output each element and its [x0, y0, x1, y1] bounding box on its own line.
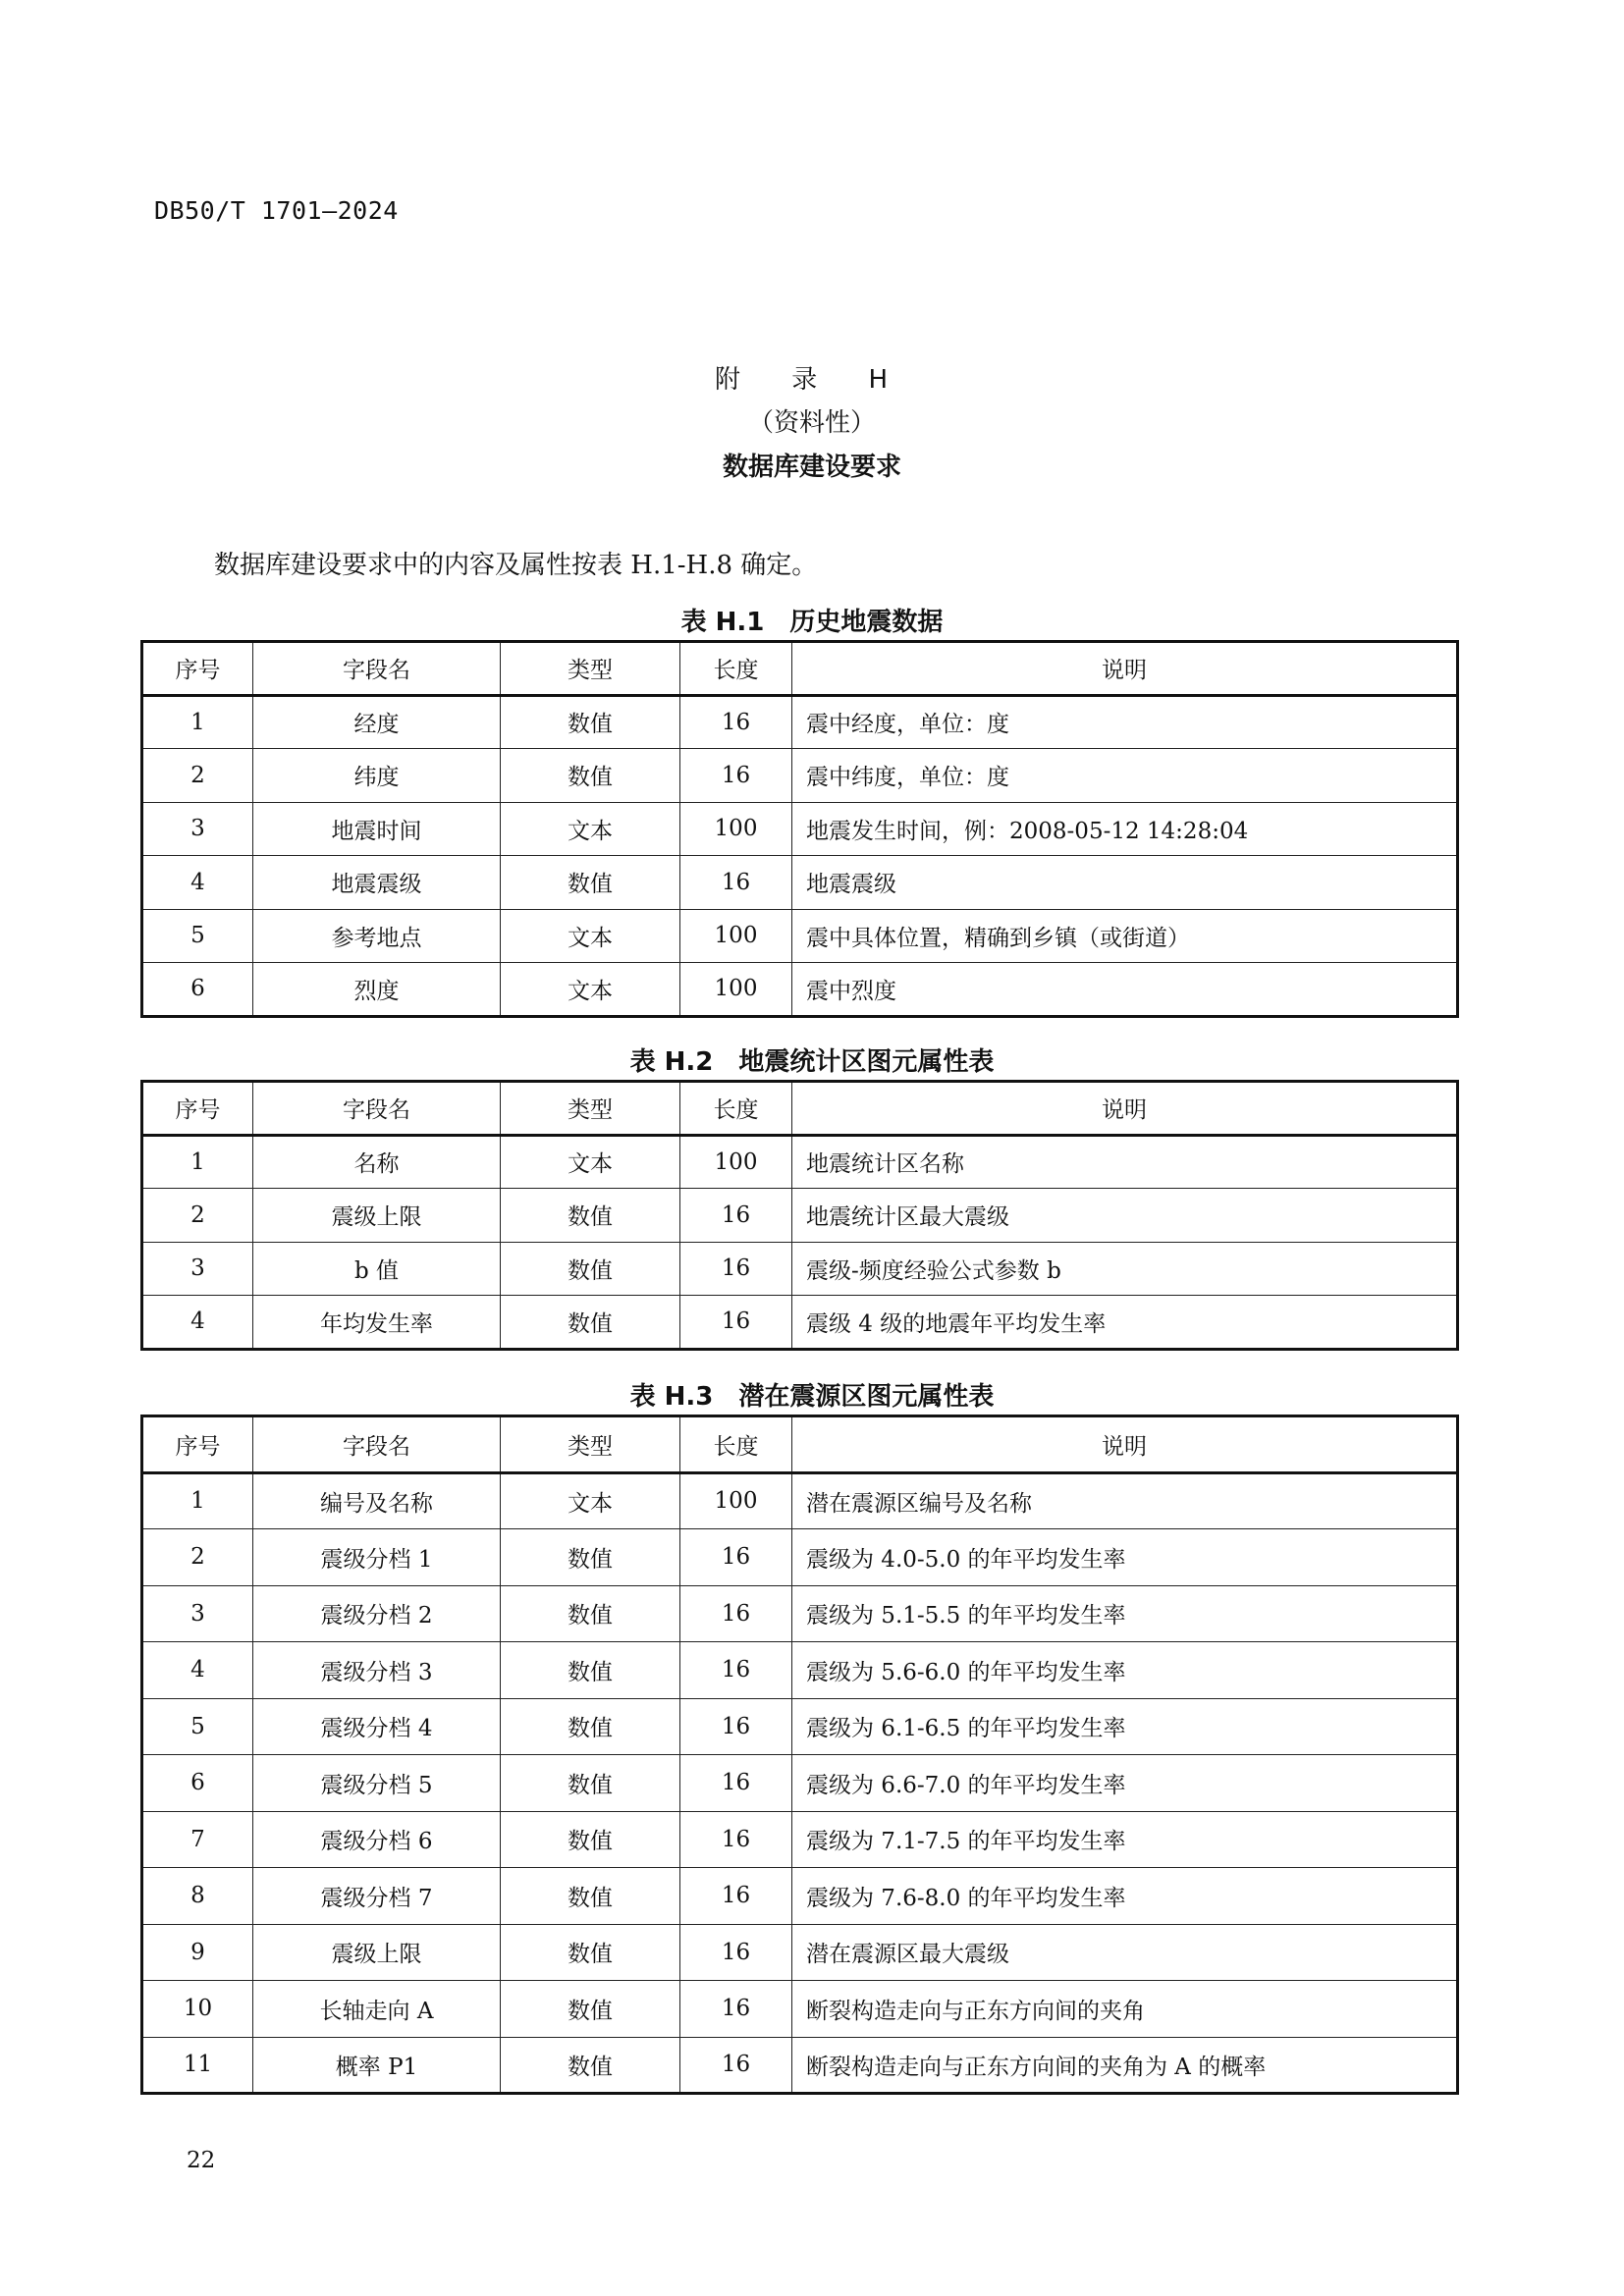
cell-type: 文本	[501, 1135, 680, 1189]
column-header-field: 字段名	[253, 642, 501, 696]
cell-length: 100	[680, 963, 792, 1017]
cell-no: 1	[142, 1135, 253, 1189]
table-row	[142, 1472, 1458, 1529]
cell-no: 6	[142, 963, 253, 1017]
table-row	[142, 1296, 1458, 1350]
cell-length: 100	[680, 1135, 792, 1189]
cell-type: 数值	[501, 2037, 680, 2094]
cell-field: 参考地点	[253, 909, 501, 963]
cell-length: 16	[680, 1755, 792, 1812]
cell-length: 16	[680, 1924, 792, 1981]
table-row	[142, 963, 1458, 1017]
table-row	[142, 802, 1458, 856]
cell-field: 概率 P1	[253, 2037, 501, 2094]
cell-type: 数值	[501, 1981, 680, 2038]
table-row	[142, 1642, 1458, 1699]
cell-type: 文本	[501, 1472, 680, 1529]
cell-field: 震级分档 5	[253, 1755, 501, 1812]
cell-no: 7	[142, 1811, 253, 1868]
table-row	[142, 1981, 1458, 2038]
cell-desc: 震级为 5.6-6.0 的年平均发生率	[792, 1642, 1458, 1699]
table-body	[142, 1135, 1458, 1349]
table-row	[142, 1242, 1458, 1296]
table-h3-caption: 表 H.3 潜在震源区图元属性表	[629, 1382, 995, 1412]
cell-field: 地震震级	[253, 856, 501, 910]
table-row	[142, 856, 1458, 910]
document-code: DB50/T 1701—2024	[154, 196, 399, 225]
cell-type: 数值	[501, 1924, 680, 1981]
table-h2	[140, 1080, 1459, 1351]
cell-length: 16	[680, 1296, 792, 1350]
cell-type: 数值	[501, 1642, 680, 1699]
cell-desc: 断裂构造走向与正东方向间的夹角为 A 的概率	[792, 2037, 1458, 2094]
cell-type: 文本	[501, 963, 680, 1017]
cell-type: 数值	[501, 1529, 680, 1586]
table-row	[142, 2037, 1458, 2094]
cell-desc: 震级为 7.6-8.0 的年平均发生率	[792, 1868, 1458, 1925]
table-row	[142, 1585, 1458, 1642]
cell-length: 16	[680, 1242, 792, 1296]
column-header-type: 类型	[501, 1416, 680, 1473]
cell-desc: 震级为 4.0-5.0 的年平均发生率	[792, 1529, 1458, 1586]
table-row	[142, 909, 1458, 963]
column-header-desc: 说明	[792, 1082, 1458, 1136]
cell-no: 4	[142, 1296, 253, 1350]
cell-no: 2	[142, 749, 253, 803]
cell-length: 100	[680, 1472, 792, 1529]
table-row	[142, 1698, 1458, 1755]
cell-length: 16	[680, 1981, 792, 2038]
cell-field: 地震时间	[253, 802, 501, 856]
table-row	[142, 1529, 1458, 1586]
appendix-title: 附 录 H	[714, 365, 910, 395]
cell-field: 震级分档 2	[253, 1585, 501, 1642]
intro-paragraph: 数据库建设要求中的内容及属性按表 H.1-H.8 确定。	[214, 551, 818, 580]
cell-desc: 震级为 7.1-7.5 的年平均发生率	[792, 1811, 1458, 1868]
column-header-field: 字段名	[253, 1416, 501, 1473]
cell-no: 5	[142, 909, 253, 963]
table-h2-caption: 表 H.2 地震统计区图元属性表	[629, 1047, 995, 1077]
cell-type: 数值	[501, 1242, 680, 1296]
cell-no: 2	[142, 1189, 253, 1243]
cell-length: 16	[680, 1642, 792, 1699]
cell-type: 数值	[501, 1811, 680, 1868]
appendix-subtitle: （资料性）	[747, 408, 876, 438]
column-header-no: 序号	[142, 642, 253, 696]
table-h1-caption: 表 H.1 历史地震数据	[680, 608, 944, 637]
cell-field: 震级上限	[253, 1189, 501, 1243]
column-header-type: 类型	[501, 642, 680, 696]
cell-length: 16	[680, 1529, 792, 1586]
cell-desc: 地震统计区名称	[792, 1135, 1458, 1189]
table-h1	[140, 640, 1459, 1018]
cell-length: 16	[680, 856, 792, 910]
cell-length: 16	[680, 1811, 792, 1868]
cell-desc: 震级 4 级的地震年平均发生率	[792, 1296, 1458, 1350]
cell-type: 文本	[501, 909, 680, 963]
cell-field: 震级分档 3	[253, 1642, 501, 1699]
cell-no: 4	[142, 856, 253, 910]
cell-type: 文本	[501, 802, 680, 856]
cell-field: 年均发生率	[253, 1296, 501, 1350]
cell-desc: 潜在震源区编号及名称	[792, 1472, 1458, 1529]
column-header-field: 字段名	[253, 1082, 501, 1136]
cell-no: 10	[142, 1981, 253, 2038]
cell-field: 纬度	[253, 749, 501, 803]
table-row	[142, 695, 1458, 749]
table-row	[142, 1924, 1458, 1981]
cell-desc: 潜在震源区最大震级	[792, 1924, 1458, 1981]
cell-field: 震级分档 4	[253, 1698, 501, 1755]
cell-field: 震级分档 7	[253, 1868, 501, 1925]
cell-field: 震级上限	[253, 1924, 501, 1981]
cell-length: 16	[680, 1585, 792, 1642]
table-row	[142, 749, 1458, 803]
cell-field: b 值	[253, 1242, 501, 1296]
column-header-length: 长度	[680, 1416, 792, 1473]
cell-type: 数值	[501, 1698, 680, 1755]
cell-desc: 地震发生时间，例：2008-05-12 14:28:04	[792, 802, 1458, 856]
cell-field: 震级分档 6	[253, 1811, 501, 1868]
cell-no: 3	[142, 802, 253, 856]
cell-type: 数值	[501, 1755, 680, 1812]
cell-no: 1	[142, 695, 253, 749]
cell-desc: 断裂构造走向与正东方向间的夹角	[792, 1981, 1458, 2038]
page-number: 22	[187, 2148, 216, 2173]
table-row	[142, 1811, 1458, 1868]
cell-type: 数值	[501, 749, 680, 803]
column-header-length: 长度	[680, 1082, 792, 1136]
table-h3	[140, 1415, 1459, 2095]
cell-type: 数值	[501, 1585, 680, 1642]
cell-no: 11	[142, 2037, 253, 2094]
cell-desc: 震中具体位置，精确到乡镇（或街道）	[792, 909, 1458, 963]
cell-length: 16	[680, 749, 792, 803]
cell-field: 烈度	[253, 963, 501, 1017]
cell-no: 3	[142, 1585, 253, 1642]
cell-length: 16	[680, 1868, 792, 1925]
table-body	[142, 695, 1458, 1016]
cell-length: 16	[680, 695, 792, 749]
cell-length: 16	[680, 2037, 792, 2094]
table-header-row	[142, 642, 1458, 696]
cell-desc: 震级为 5.1-5.5 的年平均发生率	[792, 1585, 1458, 1642]
cell-no: 6	[142, 1755, 253, 1812]
cell-no: 1	[142, 1472, 253, 1529]
cell-desc: 震级为 6.1-6.5 的年平均发生率	[792, 1698, 1458, 1755]
appendix-name: 数据库建设要求	[722, 453, 901, 482]
cell-no: 8	[142, 1868, 253, 1925]
table-row	[142, 1135, 1458, 1189]
cell-field: 长轴走向 A	[253, 1981, 501, 2038]
table-row	[142, 1868, 1458, 1925]
column-header-length: 长度	[680, 642, 792, 696]
table-header-row	[142, 1416, 1458, 1473]
cell-field: 经度	[253, 695, 501, 749]
table-row	[142, 1755, 1458, 1812]
table-body	[142, 1472, 1458, 2094]
table-header-row	[142, 1082, 1458, 1136]
cell-field: 编号及名称	[253, 1472, 501, 1529]
table-row	[142, 1189, 1458, 1243]
cell-type: 数值	[501, 856, 680, 910]
cell-field: 名称	[253, 1135, 501, 1189]
cell-desc: 地震震级	[792, 856, 1458, 910]
cell-no: 4	[142, 1642, 253, 1699]
cell-desc: 震中纬度，单位：度	[792, 749, 1458, 803]
cell-desc: 震中经度，单位：度	[792, 695, 1458, 749]
cell-length: 100	[680, 802, 792, 856]
cell-no: 3	[142, 1242, 253, 1296]
cell-length: 16	[680, 1189, 792, 1243]
column-header-type: 类型	[501, 1082, 680, 1136]
column-header-desc: 说明	[792, 642, 1458, 696]
cell-no: 5	[142, 1698, 253, 1755]
cell-field: 震级分档 1	[253, 1529, 501, 1586]
cell-type: 数值	[501, 695, 680, 749]
column-header-no: 序号	[142, 1416, 253, 1473]
column-header-no: 序号	[142, 1082, 253, 1136]
cell-no: 2	[142, 1529, 253, 1586]
cell-no: 9	[142, 1924, 253, 1981]
cell-length: 100	[680, 909, 792, 963]
cell-type: 数值	[501, 1189, 680, 1243]
cell-desc: 震级-频度经验公式参数 b	[792, 1242, 1458, 1296]
cell-desc: 震级为 6.6-7.0 的年平均发生率	[792, 1755, 1458, 1812]
cell-type: 数值	[501, 1868, 680, 1925]
cell-length: 16	[680, 1698, 792, 1755]
cell-desc: 震中烈度	[792, 963, 1458, 1017]
cell-desc: 地震统计区最大震级	[792, 1189, 1458, 1243]
column-header-desc: 说明	[792, 1416, 1458, 1473]
cell-type: 数值	[501, 1296, 680, 1350]
